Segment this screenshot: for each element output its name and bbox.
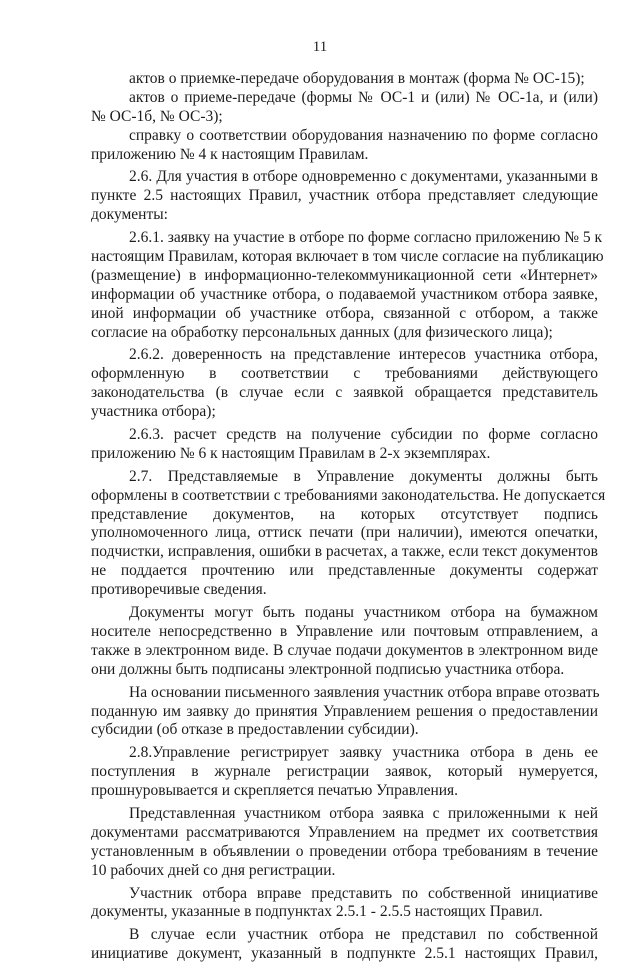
text-line: настоящим Правилам, которая включает в том числе согласие на публикацию xyxy=(91,248,604,266)
text-line: оформленную в соответствии с требованиями действующего xyxy=(91,365,598,383)
text-line: поданную им заявку до принятия Управлением решения о предоставлении xyxy=(91,702,598,720)
text-line: 2.7. Представляемые в Управление документы должны быть xyxy=(129,467,598,485)
text-line: 2.6.1. заявку на участие в отборе по форме согласно приложению № 5 к xyxy=(129,229,603,247)
text-line: В случае если участник отбора не представил по собственной xyxy=(129,926,598,944)
text-line: согласие на обработку персональных данных (для физического лица); xyxy=(91,323,553,341)
text-line: № ОС-1б, № ОС-3); xyxy=(91,107,223,125)
text-line: уполномоченного лица, оттиск печати (при наличии), имеются опечатки, xyxy=(91,524,598,542)
page-number: 11 xyxy=(312,39,328,55)
text-line: также в электронном виде. В случае подачи документов в электронном виде xyxy=(91,641,598,659)
text-line: установленным в объявлении о проведении отбора требованиям в течение xyxy=(91,842,598,860)
text-line: поступления в журнале регистрации заявок, который нумеруется, xyxy=(91,763,598,781)
text-line: прошнуровывается и скрепляется печатью Управления. xyxy=(91,782,459,800)
text-line: представление документов, на которых отсутствует подпись xyxy=(91,505,598,523)
text-line: 2.6.2. доверенность на представление интересов участника отбора, xyxy=(129,346,598,364)
text-line: актов о приеме-передаче (формы № ОС-1 и (или) № ОС-1а, и (или) xyxy=(129,88,598,106)
text-line: 2.6. Для участия в отборе одновременно с документами, указанными в xyxy=(129,168,598,186)
text-line: приложению № 6 к настоящим Правилам в 2-х экземплярах. xyxy=(91,444,491,462)
text-line: актов о приемке-передаче оборудования в монтаж (форма № ОС-15); xyxy=(129,70,585,87)
text-line: справку о соответствии оборудования назначению по форме согласно xyxy=(129,126,598,144)
text-line: они должны быть подписаны электронной подписью участника отбора. xyxy=(91,660,565,678)
text-line: субсидии (об отказе в предоставлении субсидии). xyxy=(91,721,419,739)
text-line: иной информации об участнике отбора, связанной с отбором, а также xyxy=(91,304,598,322)
text-line: носителе непосредственно в Управление или почтовым отправлением, а xyxy=(91,622,598,640)
text-line: 10 рабочих дней со дня регистрации. xyxy=(91,861,336,879)
text-line: подчистки, исправления, ошибки в расчетах, а также, если текст документов xyxy=(91,543,598,561)
text-line: участника отбора); xyxy=(91,403,216,421)
text-line: пункте 2.5 настоящих Правил, участник отбора представляет следующие xyxy=(91,187,598,205)
text-line: информации об участнике отбора, о подаваемой участником отбора заявке, xyxy=(91,285,598,303)
text-line: не поддается прочтению или представленные документы содержат xyxy=(91,562,598,580)
text-line: На основании письменного заявления участник отбора вправе отозвать xyxy=(129,683,600,701)
text-line: Представленная участником отбора заявка с приложенными к ней xyxy=(129,804,598,822)
document-body xyxy=(91,70,606,964)
text-line: оформлены в соответствии с требованиями законодательства. Не допускается xyxy=(91,486,606,504)
text-line: противоречивые сведения. xyxy=(91,581,267,599)
text-line: законодательства (в случае если с заявкой обращается представитель xyxy=(91,384,598,402)
text-line: инициативе документ, указанный в подпункте 2.5.1 настоящих Правил, xyxy=(91,945,598,963)
text-line: Участник отбора вправе представить по собственной инициативе xyxy=(129,884,598,902)
text-line: документами рассматриваются Управлением на предмет их соответствия xyxy=(91,823,598,841)
text-line: 2.8.Управление регистрирует заявку участника отбора в день ее xyxy=(129,744,598,762)
text-line: документы: xyxy=(91,206,168,224)
text-line: (размещение) в информационно-телекоммуникационной сети «Интернет» xyxy=(91,266,598,284)
text-line: приложению № 4 к настоящим Правилам. xyxy=(91,145,369,163)
text-line: Документы могут быть поданы участником отбора на бумажном xyxy=(129,604,598,622)
text-line: 2.6.3. расчет средств на получение субсидии по форме согласно xyxy=(129,426,598,444)
text-line: документы, указанные в подпунктах 2.5.1 - 2.5.5 настоящих Правил. xyxy=(91,903,543,921)
